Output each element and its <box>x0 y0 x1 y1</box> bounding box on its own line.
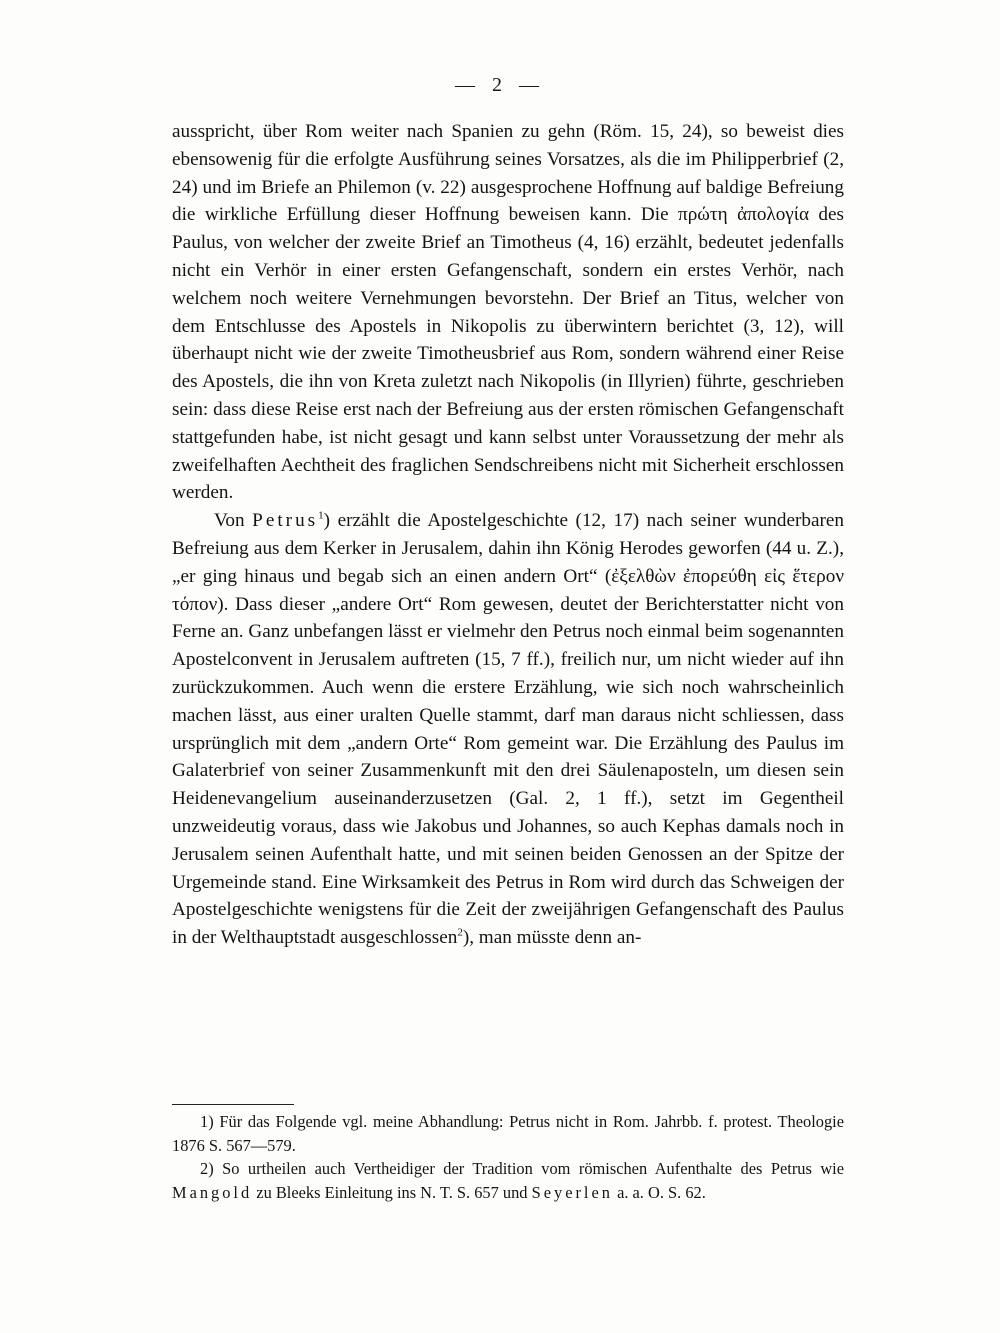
name-mangold: Mangold <box>172 1182 253 1202</box>
name-petrus: Petrus <box>252 510 319 532</box>
main-text <box>172 118 844 952</box>
paragraph-2-part-a: ) erzählt die Apostelgeschichte (12, 17) nach seiner wunderbaren Befreiung aus dem Kerker in Jerusalem, dahin ihn König Herodes geworfen (44 u. Z.), „er ging hinaus und begab sich an einen andern Ort“ (ἐξελθὼν ἐπορεύθη εἰς ἕτερον τόπον). Dass dieser „andere Ort“ Rom gewesen, deutet der Berichterstatter nicht von Ferne an. Ganz unbefangen lässt er vielmehr den Petrus noch einmal beim sogenannten Apostelconvent in Jerusalem auftreten (15, 7 ff.), freilich nur, um nicht wieder auf ihn zurückzukommen. Auch wenn die erstere Erzählung, wie sich noch wahrscheinlich machen lässt, aus einer uralten Quelle stammt, darf man daraus nicht schliessen, dass ursprünglich mit dem „andern Orte“ Rom gemeint war. Die Erzählung des Paulus im Galaterbrief von seiner Zusammenkunft mit den drei Säulenaposteln, um diesen sein Heidenevangelium auseinanderzusetzen (Gal. 2, 1 ff.), setzt im Gegentheil unzweideutig voraus, dass wie Jakobus und Johannes, so auch Kephas damals noch in Jerusalem seinen Aufenthalt hatte, und mit seinen beiden Genossen an der Spitze der Urgemeinde stand. Eine Wirksamkeit des Petrus in Rom wird durch das Schweigen der Apostelgeschichte wenigstens für die Zeit der zweijährigen Gefangenschaft des Paulus in der Welthauptstadt ausgeschlossen <box>172 510 844 949</box>
page-number: — 2 — <box>455 74 545 96</box>
footnote-2 <box>172 1157 844 1204</box>
paragraph-2 <box>172 507 844 952</box>
paragraph-2-lead: Von <box>214 510 245 532</box>
footnote-rule <box>172 1104 294 1105</box>
footnote-ref-1: 1 <box>318 509 324 522</box>
footnote-2-part-c: a. a. O. S. 62. <box>617 1182 706 1202</box>
footnote-ref-2: 2 <box>457 926 463 939</box>
footnote-2-part-b: zu Bleeks Einleitung ins N. T. S. 657 und <box>256 1182 528 1202</box>
footnote-2-part-a: 2) So urtheilen auch Vertheidiger der Tradition vom römischen Aufenthalte des Petrus wie <box>200 1159 844 1178</box>
name-seyerlen: Seyerlen <box>531 1182 613 1202</box>
footnote-1: 1) Für das Folgende vgl. meine Abhandlung: Petrus nicht in Rom. Jahrbb. f. protest. Theologie 1876 S. 567—579. <box>172 1112 844 1155</box>
paragraph-1: ausspricht, über Rom weiter nach Spanien zu gehn (Röm. 15, 24), so beweist dies ebensowenig für die erfolgte Ausführung seines Vorsatzes, als die im Philipperbrief (2, 24) und im Briefe an Philemon (v. 22) ausgesprochene Hoffnung auf baldige Befreiung die wirkliche Erfüllung dieser Hoffnung beweisen kann. Die πρώτη ἀπολογία des Paulus, von welcher der zweite Brief an Timotheus (4, 16) erzählt, bedeutet jedenfalls nicht ein Verhör in einer ersten Gefangenschaft, sondern ein erstes Verhör, nach welchem noch weitere Vernehmungen bevorstehn. Der Brief an Titus, welcher von dem Entschlusse des Apostels in Nikopolis zu überwintern berichtet (3, 12), will überhaupt nicht wie der zweite Timotheusbrief aus Rom, sondern während einer Reise des Apostels, die ihn von Kreta zuletzt nach Nikopolis (in Illyrien) führte, geschrieben sein: dass diese Reise erst nach der Befreiung aus der ersten römischen Gefangenschaft stattgefunden habe, ist nicht gesagt und kann selbst unter Voraussetzung der mehr als zweifelhaften Aechtheit des fraglichen Sendschreibens nicht mit Sicherheit erschlossen werden. <box>172 121 844 504</box>
paragraph-2-part-b: ), man müsste denn an- <box>462 927 642 949</box>
footnotes <box>172 1110 844 1204</box>
